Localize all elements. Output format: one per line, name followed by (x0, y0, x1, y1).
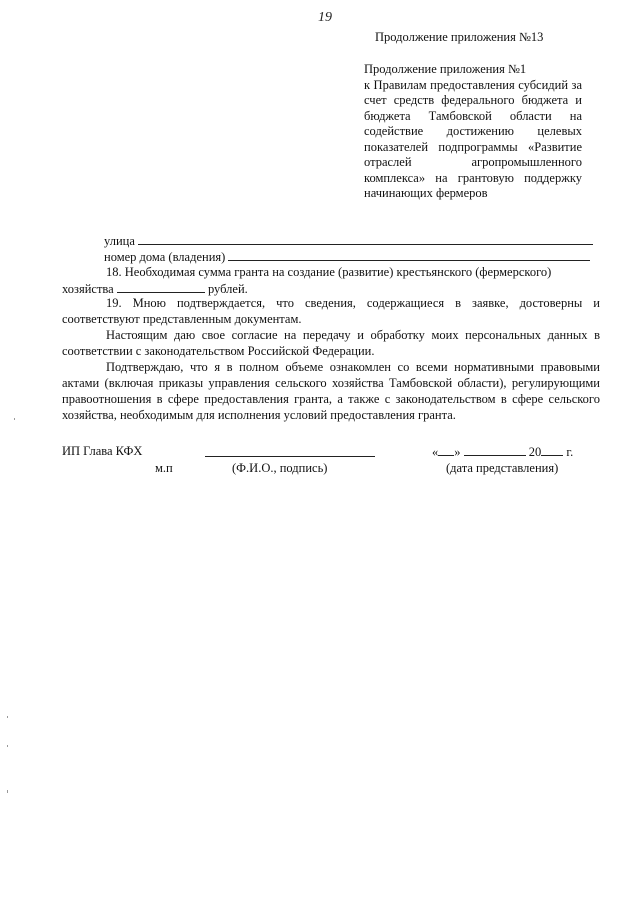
scan-speck (14, 418, 15, 420)
year-suffix: г. (566, 445, 574, 459)
rules-reference-text: к Правилам предоставления субсидий за счет средств федерального бюджета и бюджета Тамбовской области на содействие достижению целевых показателей подпрограммы «Развитие отраслей агропромышленного комплекса» на грантовую поддержку начинающих фермеров (364, 77, 582, 200)
paragraph-confirm (62, 359, 600, 423)
paragraph-consent (62, 327, 600, 359)
house-input-line[interactable] (228, 248, 590, 261)
appendix-1-header (364, 62, 582, 202)
street-field-row (104, 232, 600, 249)
house-field-row (104, 248, 600, 265)
house-label: номер дома (владения) (104, 250, 226, 264)
grant-amount-prefix: хозяйства (62, 282, 114, 296)
month-input-line[interactable] (464, 444, 526, 456)
stamp-place-label: м.п (155, 461, 173, 475)
paragraph-19-text: 19. Мною подтверждается, что сведения, содержащиеся в заявке, достоверны и соответствуют представленным документам. (62, 296, 600, 326)
signatory-role: ИП Глава КФХ (62, 444, 143, 458)
signature-line[interactable] (205, 456, 375, 457)
confirm-text: Подтверждаю, что я в полном объеме ознакомлен со всеми нормативными правовыми актами (включая приказы управления сельского хозяйства Тамбовской области), регулирующими правоотношения в сфере предоставления гранта, а также с законодательством в сфере сельского хозяйства, необходимым для исполнения условий предоставления гранта. (62, 360, 600, 422)
consent-text: Настоящим даю свое согласие на передачу и обработку моих персональных данных в соответствии с законодательством Российской Федерации. (62, 328, 600, 358)
street-label: улица (104, 234, 135, 248)
year-prefix: 20 (528, 445, 542, 459)
paragraph-19 (62, 295, 600, 327)
street-input-line[interactable] (138, 232, 593, 245)
date-open-quote: « (432, 445, 439, 459)
date-caption: (дата представления) (446, 461, 559, 475)
grant-amount-suffix: рублей. (207, 282, 248, 296)
date-field (432, 444, 573, 460)
day-input-line[interactable] (438, 444, 454, 456)
grant-amount-input-line[interactable] (117, 280, 205, 293)
paragraph-18 (62, 264, 600, 280)
scan-speck (7, 716, 8, 718)
year-input-line[interactable] (541, 444, 563, 456)
appendix-13-continuation: Продолжение приложения №13 (375, 30, 544, 44)
appendix-1-continuation: Продолжение приложения №1 (364, 62, 527, 76)
page-number: 19 (318, 10, 332, 25)
scan-speck (7, 790, 8, 793)
scan-speck (7, 745, 8, 747)
paragraph-18-line1: 18. Необходимая сумма гранта на создание (развитие) крестьянского (фермерского) (106, 265, 552, 279)
fio-caption: (Ф.И.О., подпись) (232, 461, 328, 475)
date-close-quote: » (454, 445, 461, 459)
